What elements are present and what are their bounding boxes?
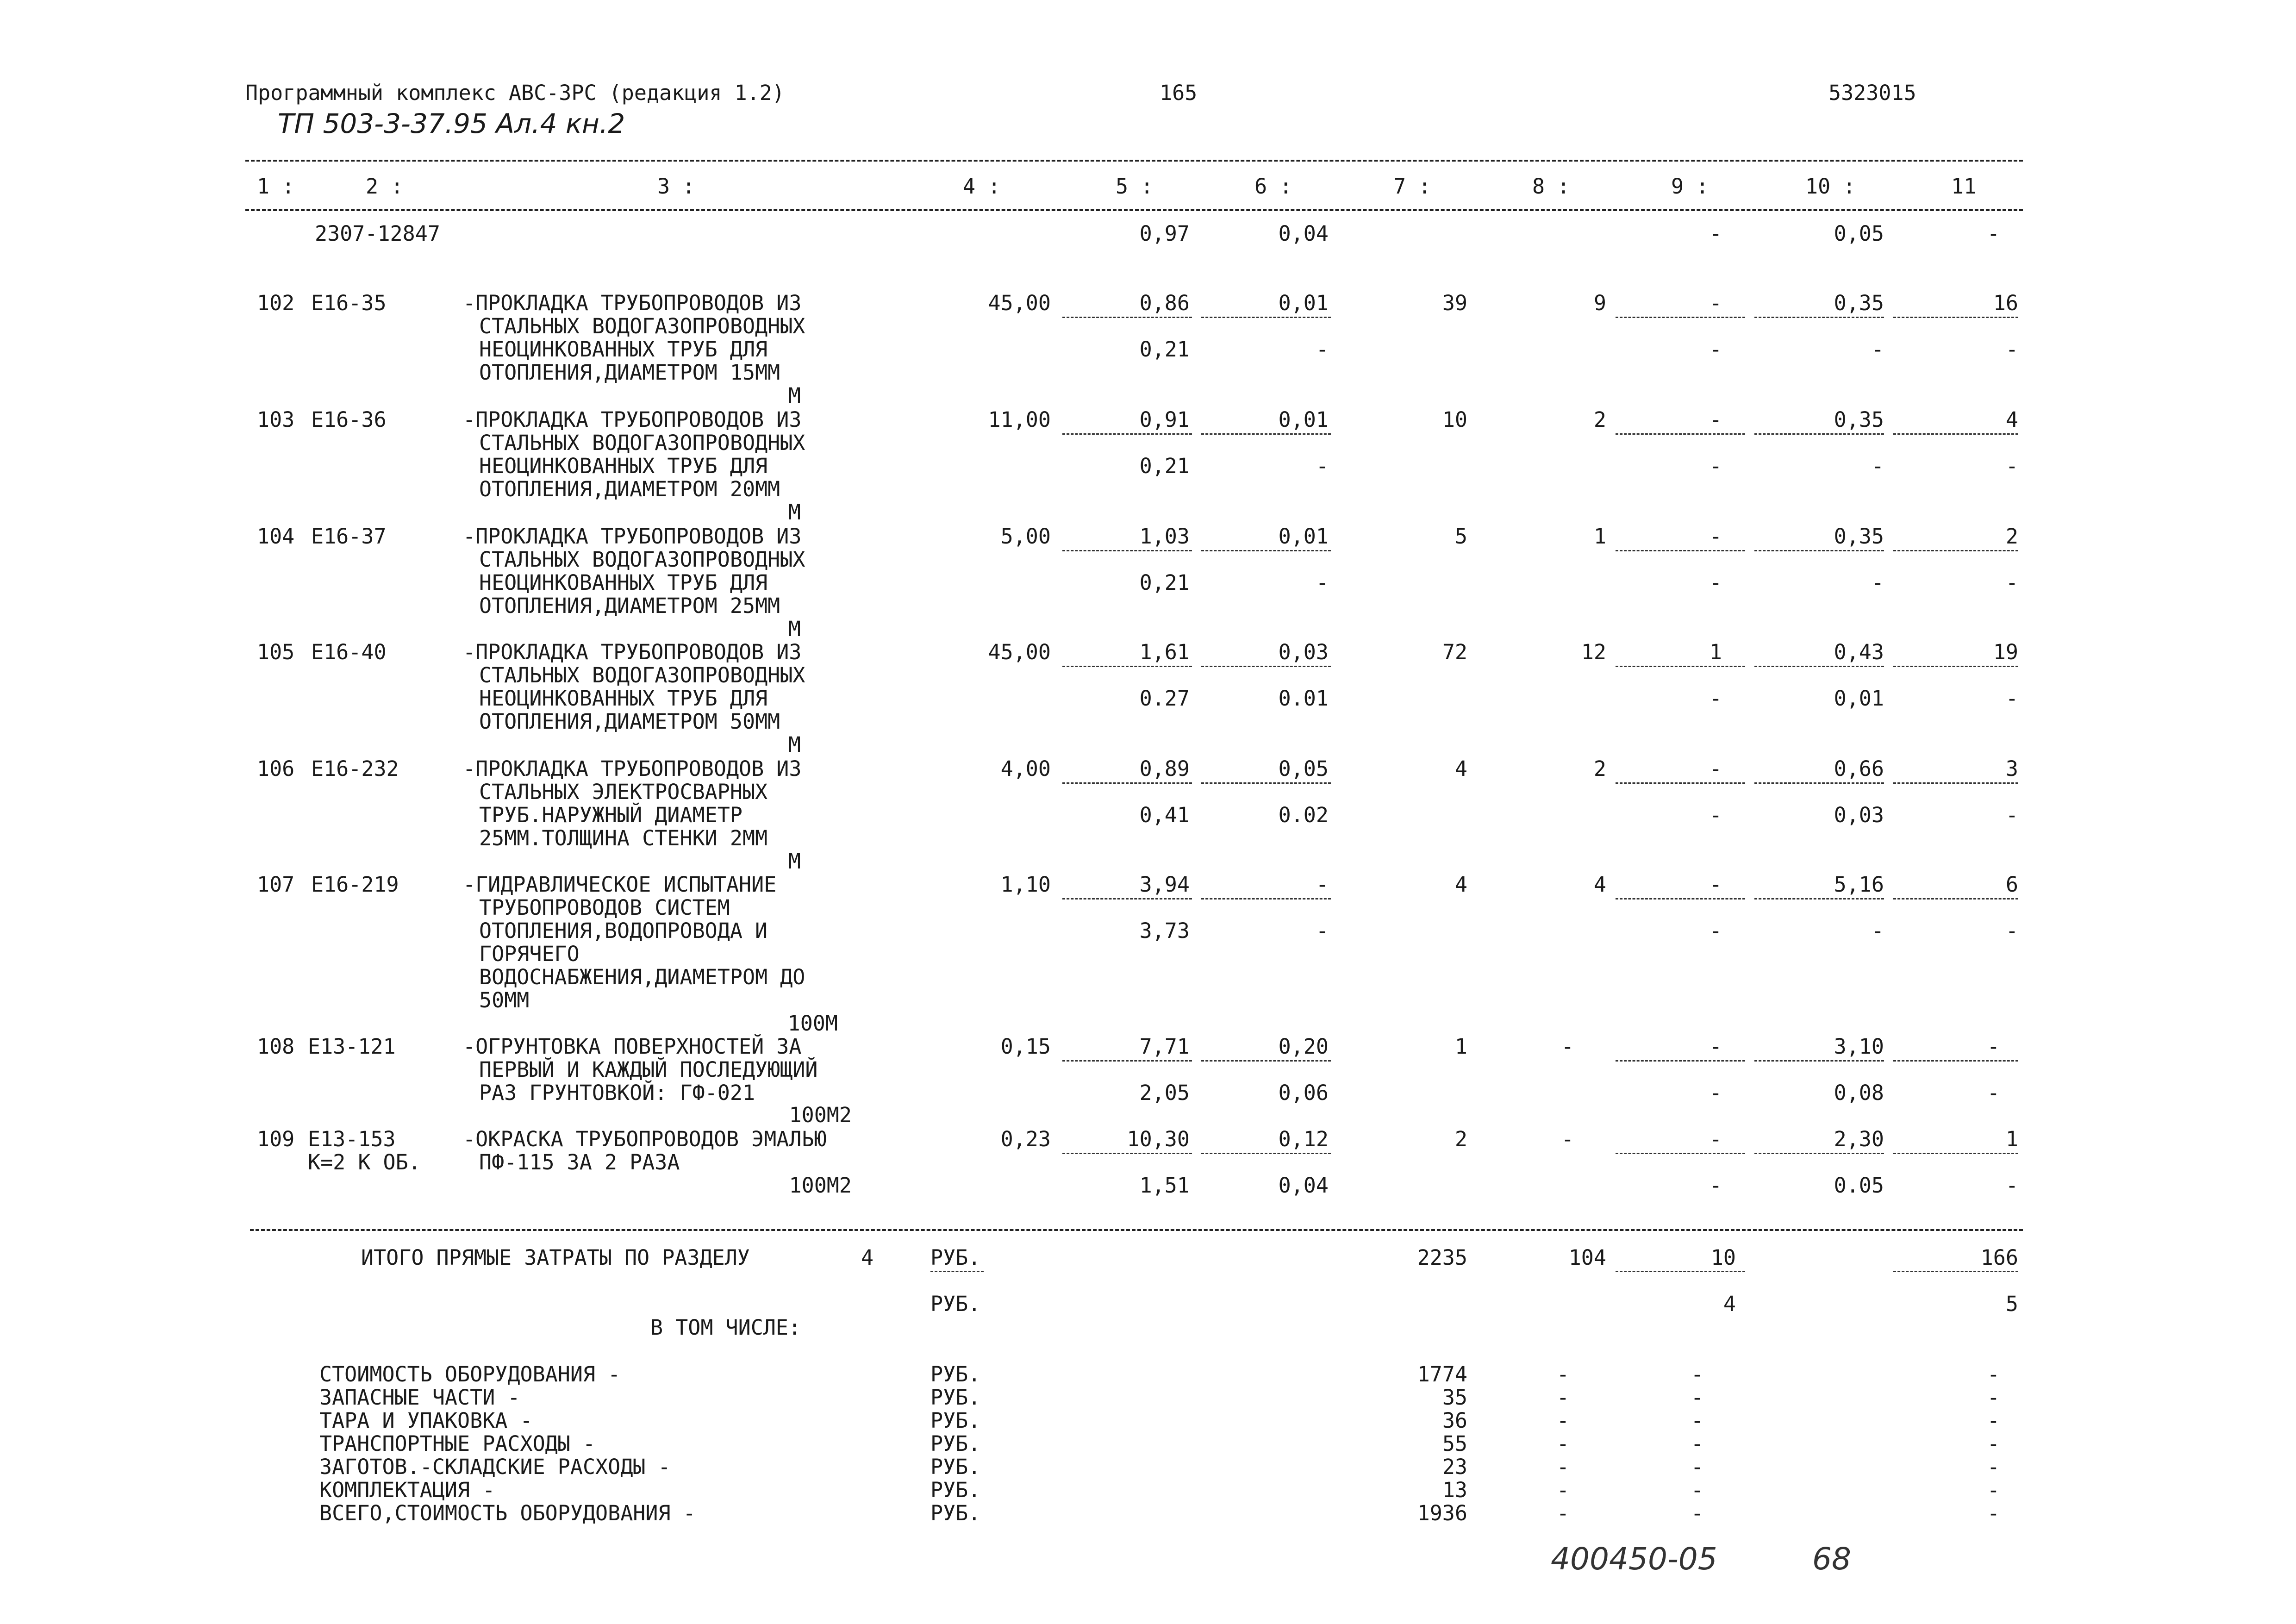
cell-col7: 10 — [1442, 407, 1467, 432]
cell-col8: 2 — [1593, 756, 1606, 781]
totals-col9: 10 — [1710, 1245, 1736, 1270]
summary-col8: - — [1556, 1408, 1569, 1433]
summary-row — [0, 1364, 2296, 1387]
row-desc-line: -ПРОКЛАДКА ТРУБОПРОВОДОВ ИЗ — [463, 756, 802, 781]
cell-col4: 11,00 — [988, 407, 1051, 432]
row-unit: М — [788, 500, 801, 525]
cell-col5: 10,30 — [1127, 1127, 1190, 1151]
cell-col5: 7,71 — [1139, 1034, 1190, 1059]
summary-row — [0, 1433, 2296, 1456]
row-code: Е13-153 — [308, 1127, 396, 1151]
row-desc-line: -ОКРАСКА ТРУБОПРОВОДОВ ЭМАЛЬЮ — [463, 1127, 827, 1151]
cell-col11: - — [1987, 1034, 2000, 1059]
cell-divider — [1754, 433, 1884, 435]
table-row — [0, 874, 2296, 1036]
cell-col5: 0,89 — [1139, 756, 1190, 781]
table-row — [0, 409, 2296, 525]
cell-col5-sub: 0.27 — [1139, 686, 1190, 711]
cell-col9-sub: - — [1709, 1081, 1722, 1105]
column-header: 7 : — [1393, 174, 1431, 199]
column-header: 5 : — [1116, 174, 1154, 199]
column-header: 9 : — [1671, 174, 1709, 199]
cell-col6: 0,12 — [1278, 1127, 1329, 1151]
cell-col5-sub: 0,21 — [1139, 570, 1190, 595]
cell-col10-sub: 0,01 — [1834, 686, 1884, 711]
summary-col7: 1936 — [1417, 1501, 1467, 1525]
cell-divider — [1062, 782, 1192, 784]
cell-col7: 4 — [1454, 756, 1467, 781]
handwritten-reference: ТП 503-3-37.95 Ал.4 кн.2 — [278, 108, 625, 139]
footer-stamp: 400450-05 — [1551, 1541, 1717, 1577]
cell-col9: - — [1709, 524, 1722, 549]
cell-col10: 3,10 — [1834, 1034, 1884, 1059]
row-unit: М — [788, 383, 801, 408]
cell-divider — [1062, 1153, 1192, 1154]
row-code-note: К=2 К ОБ. — [308, 1150, 421, 1174]
cell-divider — [1201, 898, 1331, 899]
cell-divider — [1754, 550, 1884, 551]
row-desc-line: -ПРОКЛАДКА ТРУБОПРОВОДОВ ИЗ — [463, 407, 802, 432]
summary-col7: 35 — [1442, 1385, 1467, 1410]
cell-divider — [1616, 1271, 1745, 1272]
cell-col6-sub: - — [1316, 337, 1329, 362]
totals-label: ИТОГО ПРЯМЫЕ ЗАТРАТЫ ПО РАЗДЕЛУ — [361, 1245, 750, 1270]
row-desc-line: -ПРОКЛАДКА ТРУБОПРОВОДОВ ИЗ — [463, 524, 802, 549]
cell-col10: 2,30 — [1834, 1127, 1884, 1151]
summary-unit: РУБ. — [930, 1455, 981, 1479]
column-header: 3 : — [657, 174, 695, 199]
row-unit: М — [788, 849, 801, 874]
cell-divider — [1754, 666, 1884, 667]
table-row — [0, 1129, 2296, 1203]
cell-divider — [930, 1271, 984, 1272]
cell-col5-sub: 1,51 — [1139, 1173, 1190, 1198]
cell-col5: 0,86 — [1139, 291, 1190, 315]
row-code: Е16-37 — [311, 524, 387, 549]
cell-col5: 1,03 — [1139, 524, 1190, 549]
equipment-summary — [0, 1364, 2296, 1530]
cell-col8: 2 — [1593, 407, 1606, 432]
summary-col8: - — [1556, 1478, 1569, 1502]
row-desc-line: НЕОЦИНКОВАННЫХ ТРУБ ДЛЯ — [479, 570, 768, 595]
column-header: 2 : — [366, 174, 404, 199]
cell-col9-sub: - — [1709, 337, 1722, 362]
summary-unit: РУБ. — [930, 1431, 981, 1456]
cell-divider — [1893, 317, 2018, 318]
cell-col8: 12 — [1581, 640, 1606, 664]
summary-col11: - — [1987, 1455, 2000, 1479]
row-desc-line: -ПРОКЛАДКА ТРУБОПРОВОДОВ ИЗ — [463, 291, 802, 315]
summary-unit: РУБ. — [930, 1478, 981, 1502]
cell-divider — [1062, 317, 1192, 318]
cell-divider — [1201, 666, 1331, 667]
cell-col10-sub: 0,08 — [1834, 1081, 1884, 1105]
cell-divider — [1062, 1060, 1192, 1062]
cell-col11-sub: - — [2005, 570, 2018, 595]
row-desc-line: СТАЛЬНЫХ ВОДОГАЗОПРОВОДНЫХ — [479, 663, 805, 687]
header-bottom-rule — [245, 209, 2023, 211]
cell-divider — [1754, 317, 1884, 318]
cell-col8: 1 — [1593, 524, 1606, 549]
cell-col11-sub: - — [2005, 1173, 2018, 1198]
cell-divider — [1893, 898, 2018, 899]
row-desc-line: СТАЛЬНЫХ ВОДОГАЗОПРОВОДНЫХ — [479, 547, 805, 572]
cell-col6: - — [1316, 872, 1329, 897]
row-unit: 100М — [787, 1011, 838, 1036]
summary-col9: - — [1691, 1408, 1703, 1433]
row-desc-line: -ОГРУНТОВКА ПОВЕРХНОСТЕЙ ЗА — [463, 1034, 802, 1059]
cell-col10-sub: 0,03 — [1834, 803, 1884, 827]
cell-divider — [1616, 317, 1745, 318]
cell-col10: 0,05 — [1834, 221, 1884, 246]
cell-col6: 0,01 — [1278, 524, 1329, 549]
summary-label: ЗАПАСНЫЕ ЧАСТИ - — [319, 1385, 520, 1410]
cell-col10-sub: 0.05 — [1834, 1173, 1884, 1198]
summary-row — [0, 1387, 2296, 1410]
cell-col9: - — [1709, 221, 1722, 246]
cell-col5: 3,94 — [1139, 872, 1190, 897]
totals-col9-sub: 4 — [1723, 1292, 1736, 1316]
summary-label: ЗАГОТОВ.-СКЛАДСКИЕ РАСХОДЫ - — [319, 1455, 671, 1479]
summary-col7: 13 — [1442, 1478, 1467, 1502]
summary-col11: - — [1987, 1478, 2000, 1502]
cell-divider — [1754, 898, 1884, 899]
cell-col7: 72 — [1442, 640, 1467, 664]
cell-col6: 0,03 — [1278, 640, 1329, 664]
row-desc-line: ОТОПЛЕНИЯ,ДИАМЕТРОМ 50ММ — [479, 709, 780, 734]
cell-col9: - — [1709, 1034, 1722, 1059]
cell-divider — [1893, 666, 2018, 667]
row-desc-line: ПЕРВЫЙ И КАЖДЫЙ ПОСЛЕДУЮЩИЙ — [479, 1057, 818, 1082]
row-number: 102 — [257, 291, 295, 315]
summary-col9: - — [1691, 1431, 1703, 1456]
cell-col5-sub: 0,21 — [1139, 454, 1190, 478]
cell-col6-sub: - — [1316, 918, 1329, 943]
footer-sheet-number: 68 — [1812, 1541, 1851, 1577]
row-unit: М — [788, 617, 801, 641]
cell-col11-sub: - — [2005, 918, 2018, 943]
cell-col11: 3 — [2005, 756, 2018, 781]
cell-col9: - — [1709, 407, 1722, 432]
cell-col6-sub: - — [1316, 570, 1329, 595]
row-desc-line: ОТОПЛЕНИЯ,ДИАМЕТРОМ 20ММ — [479, 477, 780, 501]
summary-unit: РУБ. — [930, 1408, 981, 1433]
summary-col11: - — [1987, 1431, 2000, 1456]
cell-col6-sub: 0,04 — [1278, 1173, 1329, 1198]
column-header: 4 : — [963, 174, 1001, 199]
document-code: 5323015 — [1828, 81, 1916, 105]
cell-col8: - — [1561, 1034, 1574, 1059]
row-desc-line: 25ММ.ТОЛЩИНА СТЕНКИ 2ММ — [479, 826, 768, 850]
row-number: 103 — [257, 407, 295, 432]
row-code: Е16-35 — [311, 291, 387, 315]
cell-divider — [1893, 433, 2018, 435]
cell-col6-sub: 0.01 — [1278, 686, 1329, 711]
summary-col7: 23 — [1442, 1455, 1467, 1479]
cell-col8: - — [1561, 1127, 1574, 1151]
row-number: 108 — [257, 1034, 295, 1059]
summary-row — [0, 1480, 2296, 1503]
cell-col5: 0,97 — [1139, 221, 1190, 246]
cell-col11-sub: - — [2005, 337, 2018, 362]
cell-col10-sub: - — [1871, 570, 1884, 595]
cell-col11-sub: - — [2005, 454, 2018, 478]
cell-divider — [1754, 1060, 1884, 1062]
cell-col9: 1 — [1709, 640, 1722, 664]
row-number: 106 — [257, 756, 295, 781]
summary-col8: - — [1556, 1455, 1569, 1479]
cell-col11: 19 — [1993, 640, 2018, 664]
page-number: 165 — [1160, 81, 1198, 105]
cell-col7: 4 — [1454, 872, 1467, 897]
table-row — [0, 758, 2296, 874]
summary-col7: 1774 — [1417, 1362, 1467, 1387]
cell-col11: 16 — [1993, 291, 2018, 315]
cell-divider — [1616, 1153, 1745, 1154]
cell-divider — [1062, 666, 1192, 667]
summary-col9: - — [1691, 1362, 1703, 1387]
row-desc-line: -ПРОКЛАДКА ТРУБОПРОВОДОВ ИЗ — [463, 640, 802, 664]
cell-divider — [1616, 666, 1745, 667]
row-desc-line: ОТОПЛЕНИЯ,ДИАМЕТРОМ 25ММ — [479, 593, 780, 618]
row-unit: 100М2 — [789, 1103, 852, 1127]
cell-divider — [1616, 898, 1745, 899]
cell-col11-sub: - — [1987, 1081, 2000, 1105]
cell-col11: 4 — [2005, 407, 2018, 432]
cell-col4: 45,00 — [988, 291, 1051, 315]
table-row — [0, 526, 2296, 642]
cell-col10: 0,66 — [1834, 756, 1884, 781]
cell-divider — [1201, 1060, 1331, 1062]
cell-col11: 2 — [2005, 524, 2018, 549]
row-desc-line: ГОРЯЧЕГО — [479, 942, 580, 966]
cell-col4: 0,23 — [1000, 1127, 1051, 1151]
cell-col6: 0,20 — [1278, 1034, 1329, 1059]
table-row — [0, 293, 2296, 408]
cell-divider — [1062, 898, 1192, 899]
summary-col7: 36 — [1442, 1408, 1467, 1433]
row-code: Е13-121 — [308, 1034, 396, 1059]
row-desc-line: ОТОПЛЕНИЯ,ДИАМЕТРОМ 15ММ — [479, 360, 780, 385]
totals-col7: 2235 — [1417, 1245, 1467, 1270]
column-header: 1 : — [257, 174, 295, 199]
summary-col11: - — [1987, 1501, 2000, 1525]
row-number: 109 — [257, 1127, 295, 1151]
cell-col5-sub: 3,73 — [1139, 918, 1190, 943]
cell-divider — [1201, 317, 1331, 318]
cell-col8: 4 — [1593, 872, 1606, 897]
table-row — [0, 642, 2296, 757]
row-desc-line: ТРУБ.НАРУЖНЫЙ ДИАМЕТР — [479, 803, 742, 827]
row-number: 105 — [257, 640, 295, 664]
cell-divider — [1616, 550, 1745, 551]
cell-col10-sub: - — [1871, 337, 1884, 362]
row-desc-line: СТАЛЬНЫХ ВОДОГАЗОПРОВОДНЫХ — [479, 314, 805, 338]
row-desc-line: ОТОПЛЕНИЯ,ВОДОПРОВОДА И — [479, 918, 768, 943]
cell-divider — [1062, 433, 1192, 435]
cell-col9-sub: - — [1709, 686, 1722, 711]
cell-divider — [1616, 1060, 1745, 1062]
summary-col9: - — [1691, 1501, 1703, 1525]
cell-col5: 1,61 — [1139, 640, 1190, 664]
row-code: Е16-219 — [311, 872, 399, 897]
cell-divider — [1754, 1153, 1884, 1154]
cell-divider — [1062, 550, 1192, 551]
cell-col10: 0,35 — [1834, 291, 1884, 315]
totals-section: 4 — [861, 1245, 874, 1270]
cell-col7: 1 — [1454, 1034, 1467, 1059]
including-label: В ТОМ ЧИСЛЕ: — [650, 1315, 801, 1340]
cell-col7: 5 — [1454, 524, 1467, 549]
cell-col7: 39 — [1442, 291, 1467, 315]
summary-row — [0, 1503, 2296, 1526]
cell-col11: - — [1987, 221, 2000, 246]
summary-label: ВСЕГО,СТОИМОСТЬ ОБОРУДОВАНИЯ - — [319, 1501, 696, 1525]
row-desc-line: НЕОЦИНКОВАННЫХ ТРУБ ДЛЯ — [479, 454, 768, 478]
cell-divider — [1616, 782, 1745, 784]
cell-divider — [1893, 1060, 2018, 1062]
cell-divider — [1201, 1153, 1331, 1154]
cell-divider — [1893, 1271, 2018, 1272]
cell-col10-sub: - — [1871, 454, 1884, 478]
summary-col11: - — [1987, 1362, 2000, 1387]
summary-col9: - — [1691, 1385, 1703, 1410]
row-desc-line: НЕОЦИНКОВАННЫХ ТРУБ ДЛЯ — [479, 337, 768, 362]
cell-col5-sub: 0,41 — [1139, 803, 1190, 827]
totals-col11-sub: 5 — [2005, 1292, 2018, 1316]
cell-col10: 0,35 — [1834, 524, 1884, 549]
totals-col8: 104 — [1568, 1245, 1606, 1270]
cell-col9: - — [1709, 872, 1722, 897]
cell-divider — [1616, 433, 1745, 435]
cell-col6: 0,01 — [1278, 407, 1329, 432]
cell-col9: - — [1709, 1127, 1722, 1151]
cell-col5: 0,91 — [1139, 407, 1190, 432]
cell-col6-sub: 0.02 — [1278, 803, 1329, 827]
summary-col9: - — [1691, 1455, 1703, 1479]
cell-col4: 45,00 — [988, 640, 1051, 664]
carry-code: 2307-12847 — [315, 221, 440, 246]
row-desc-line: СТАЛЬНЫХ ЭЛЕКТРОСВАРНЫХ — [479, 780, 768, 804]
cell-col9-sub: - — [1709, 570, 1722, 595]
program-title: Программный комплекс АВС-3РС (редакция 1.2) — [245, 81, 785, 105]
row-code: Е16-36 — [311, 407, 387, 432]
cell-col10: 5,16 — [1834, 872, 1884, 897]
cell-col9-sub: - — [1709, 454, 1722, 478]
cell-col7: 2 — [1454, 1127, 1467, 1151]
row-desc-line: НЕОЦИНКОВАННЫХ ТРУБ ДЛЯ — [479, 686, 768, 711]
cell-col5-sub: 0,21 — [1139, 337, 1190, 362]
cell-col11-sub: - — [2005, 686, 2018, 711]
cell-col9: - — [1709, 291, 1722, 315]
summary-row — [0, 1456, 2296, 1480]
row-desc-line: ПФ-115 ЗА 2 РАЗА — [479, 1150, 680, 1174]
cell-col8: 9 — [1593, 291, 1606, 315]
cell-divider — [1893, 1153, 2018, 1154]
summary-col8: - — [1556, 1431, 1569, 1456]
column-header: 6 : — [1254, 174, 1292, 199]
column-header: 11 — [1951, 174, 1977, 199]
cell-divider — [1201, 433, 1331, 435]
row-desc-line: СТАЛЬНЫХ ВОДОГАЗОПРОВОДНЫХ — [479, 431, 805, 455]
column-header: 10 : — [1805, 174, 1856, 199]
cell-col9-sub: - — [1709, 1173, 1722, 1198]
totals-rule — [250, 1229, 2023, 1231]
row-code: Е16-232 — [311, 756, 399, 781]
row-desc-line: -ГИДРАВЛИЧЕСКОЕ ИСПЫТАНИЕ — [463, 872, 777, 897]
cell-col6-sub: - — [1316, 454, 1329, 478]
summary-unit: РУБ. — [930, 1501, 981, 1525]
cell-col9-sub: - — [1709, 918, 1722, 943]
cell-col10: 0,35 — [1834, 407, 1884, 432]
summary-row — [0, 1410, 2296, 1433]
cell-col4: 5,00 — [1000, 524, 1051, 549]
cell-col5-sub: 2,05 — [1139, 1081, 1190, 1105]
cell-col6: 0,05 — [1278, 756, 1329, 781]
cell-col9-sub: - — [1709, 803, 1722, 827]
summary-unit: РУБ. — [930, 1385, 981, 1410]
row-desc-line: ТРУБОПРОВОДОВ СИСТЕМ — [479, 895, 730, 920]
cell-divider — [1201, 550, 1331, 551]
summary-label: КОМПЛЕКТАЦИЯ - — [319, 1478, 495, 1502]
cell-col11: 6 — [2005, 872, 2018, 897]
cell-col10: 0,43 — [1834, 640, 1884, 664]
cell-divider — [1201, 782, 1331, 784]
cell-col11-sub: - — [2005, 803, 2018, 827]
summary-col8: - — [1556, 1385, 1569, 1410]
summary-col8: - — [1556, 1362, 1569, 1387]
summary-unit: РУБ. — [930, 1362, 981, 1387]
cell-col4: 1,10 — [1000, 872, 1051, 897]
summary-label: СТОИМОСТЬ ОБОРУДОВАНИЯ - — [319, 1362, 621, 1387]
summary-col11: - — [1987, 1408, 2000, 1433]
row-code: Е16-40 — [311, 640, 387, 664]
cell-col9: - — [1709, 756, 1722, 781]
cell-col6: 0,01 — [1278, 291, 1329, 315]
summary-col8: - — [1556, 1501, 1569, 1525]
row-number: 107 — [257, 872, 295, 897]
column-header: 8 : — [1532, 174, 1570, 199]
summary-label: ТРАНСПОРТНЫЕ РАСХОДЫ - — [319, 1431, 596, 1456]
cell-col6-sub: 0,06 — [1278, 1081, 1329, 1105]
row-number: 104 — [257, 524, 295, 549]
cell-col6: 0,04 — [1278, 221, 1329, 246]
cell-col11: 1 — [2005, 1127, 2018, 1151]
table-row — [0, 1036, 2296, 1129]
cell-divider — [1893, 550, 2018, 551]
totals-unit-sub: РУБ. — [930, 1292, 981, 1316]
summary-label: ТАРА И УПАКОВКА - — [319, 1408, 533, 1433]
row-desc-line: 50ММ — [479, 988, 530, 1012]
cell-divider — [1893, 782, 2018, 784]
row-desc-line: ВОДОСНАБЖЕНИЯ,ДИАМЕТРОМ ДО — [479, 965, 805, 989]
cell-col4: 0,15 — [1000, 1034, 1051, 1059]
summary-col11: - — [1987, 1385, 2000, 1410]
summary-col9: - — [1691, 1478, 1703, 1502]
cell-col10-sub: - — [1871, 918, 1884, 943]
row-unit: 100М2 — [789, 1173, 852, 1198]
totals-col11: 166 — [1980, 1245, 2018, 1270]
cell-col4: 4,00 — [1000, 756, 1051, 781]
row-desc-line: РАЗ ГРУНТОВКОЙ: ГФ-021 — [479, 1081, 755, 1105]
cell-divider — [1754, 782, 1884, 784]
row-unit: М — [788, 732, 801, 757]
totals-unit: РУБ. — [930, 1245, 981, 1270]
top-rule — [245, 160, 2023, 162]
summary-col7: 55 — [1442, 1431, 1467, 1456]
